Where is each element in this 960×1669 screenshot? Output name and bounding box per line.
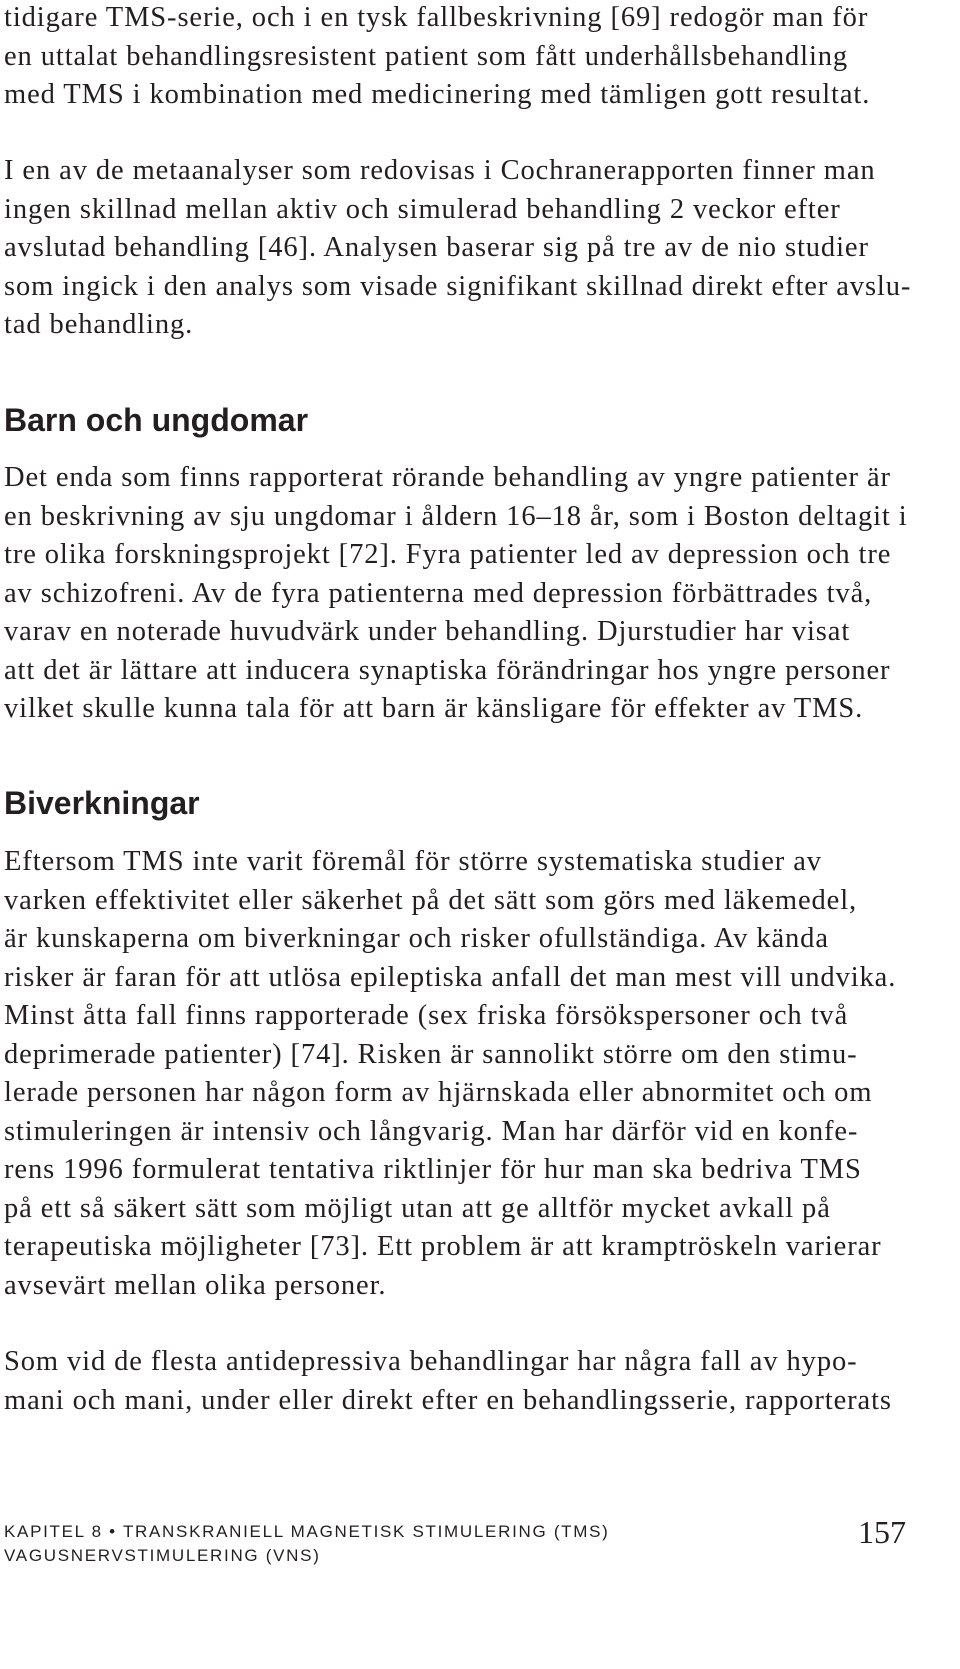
text-line: av schizofreni. Av de fyra patienterna med depression förbättrades två, bbox=[4, 577, 873, 609]
text-line: ingen skillnad mellan aktiv och simulerad behandling 2 veckor efter bbox=[4, 193, 841, 225]
text-line: rens 1996 formulerat tentativa riktlinjer för hur man ska bedriva TMS bbox=[4, 1154, 862, 1185]
text-line: deprimerade patienter) [74]. Risken är sannolikt större om den stimu- bbox=[4, 1038, 858, 1070]
text-line: med TMS i kombination med medicinering med tämligen gott resultat. bbox=[4, 79, 871, 110]
text-line: Som vid de flesta antidepressiva behandlingar har några fall av hypo- bbox=[4, 1346, 858, 1377]
text-line: tad behandling. bbox=[4, 309, 194, 340]
text-line: tidigare TMS-serie, och i en tysk fallbeskrivning [69] redogör man för bbox=[4, 2, 869, 33]
section-heading-children: Barn och ungdomar bbox=[4, 402, 309, 438]
text-line: en beskrivning av sju ungdomar i åldern 16–18 år, som i Boston deltagit i bbox=[4, 500, 908, 532]
text-line: avslutad behandling [46]. Analysen baserar sig på tre av de nio studier bbox=[4, 232, 869, 263]
text-line: som ingick i den analys som visade signifikant skillnad direkt efter avslu- bbox=[4, 270, 912, 302]
text-line: en uttalat behandlingsresistent patient som fått underhållsbehandling bbox=[4, 40, 849, 72]
text-line: mani och mani, under eller direkt efter en behandlingsserie, rapporterats bbox=[4, 1384, 892, 1416]
page-number: 157 bbox=[858, 1514, 906, 1550]
paragraph-hypomania bbox=[4, 1343, 954, 1420]
text-line: varken effektivitet eller säkerhet på det sätt som görs med läkemedel, bbox=[4, 884, 858, 916]
running-head-chapter: KAPITEL 8 • TRANSKRANIELL MAGNETISK STIMULERING (TMS) bbox=[4, 1522, 610, 1541]
text-line: terapeutiska möjligheter [73]. Ett problem är att kramptröskeln varierar bbox=[4, 1231, 882, 1262]
section-heading-side-effects: Biverkningar bbox=[4, 785, 200, 821]
text-line: lerade personen har någon form av hjärnskada eller abnormitet och om bbox=[4, 1077, 873, 1108]
text-line: vilket skulle kunna tala för att barn är känsligare för effekter av TMS. bbox=[4, 693, 864, 724]
text-line: stimuleringen är intensiv och långvarig. Man har därför vid en konfe- bbox=[4, 1115, 859, 1147]
text-line: att det är lättare att inducera synaptiska förändringar hos yngre personer bbox=[4, 654, 891, 686]
text-line: Det enda som finns rapporterat rörande behandling av yngre patienter är bbox=[4, 462, 891, 493]
text-line: varav en noterade huvudvärk under behandling. Djurstudier har visat bbox=[4, 616, 851, 647]
text-line: I en av de metaanalyser som redovisas i Cochranerapporten finner man bbox=[4, 155, 876, 186]
text-line: risker är faran för att utlösa epileptiska anfall det man mest vill undvika. bbox=[4, 961, 897, 993]
paragraph-children bbox=[4, 459, 954, 729]
text-line: Eftersom TMS inte varit föremål för större systematiska studier av bbox=[4, 846, 822, 877]
text-line: Minst åtta fall finns rapporterade (sex friska försökspersoner och två bbox=[4, 1000, 849, 1031]
text-line: är kunskaperna om biverkningar och risker ofullständiga. Av kända bbox=[4, 923, 829, 954]
text-line: tre olika forskningsprojekt [72]. Fyra patienter led av depression och tre bbox=[4, 539, 892, 570]
text-line: avsevärt mellan olika personer. bbox=[4, 1269, 387, 1301]
paragraph-metaanalysis bbox=[4, 152, 954, 345]
paragraph-continuation bbox=[4, 0, 954, 115]
text-line: på ett så säkert sätt som möjligt utan att ge alltför mycket avkall på bbox=[4, 1192, 831, 1224]
running-footer bbox=[4, 1520, 610, 1568]
paragraph-side-effects bbox=[4, 843, 954, 1305]
running-head-subtitle: VAGUSNERVSTIMULERING (VNS) bbox=[4, 1546, 321, 1565]
